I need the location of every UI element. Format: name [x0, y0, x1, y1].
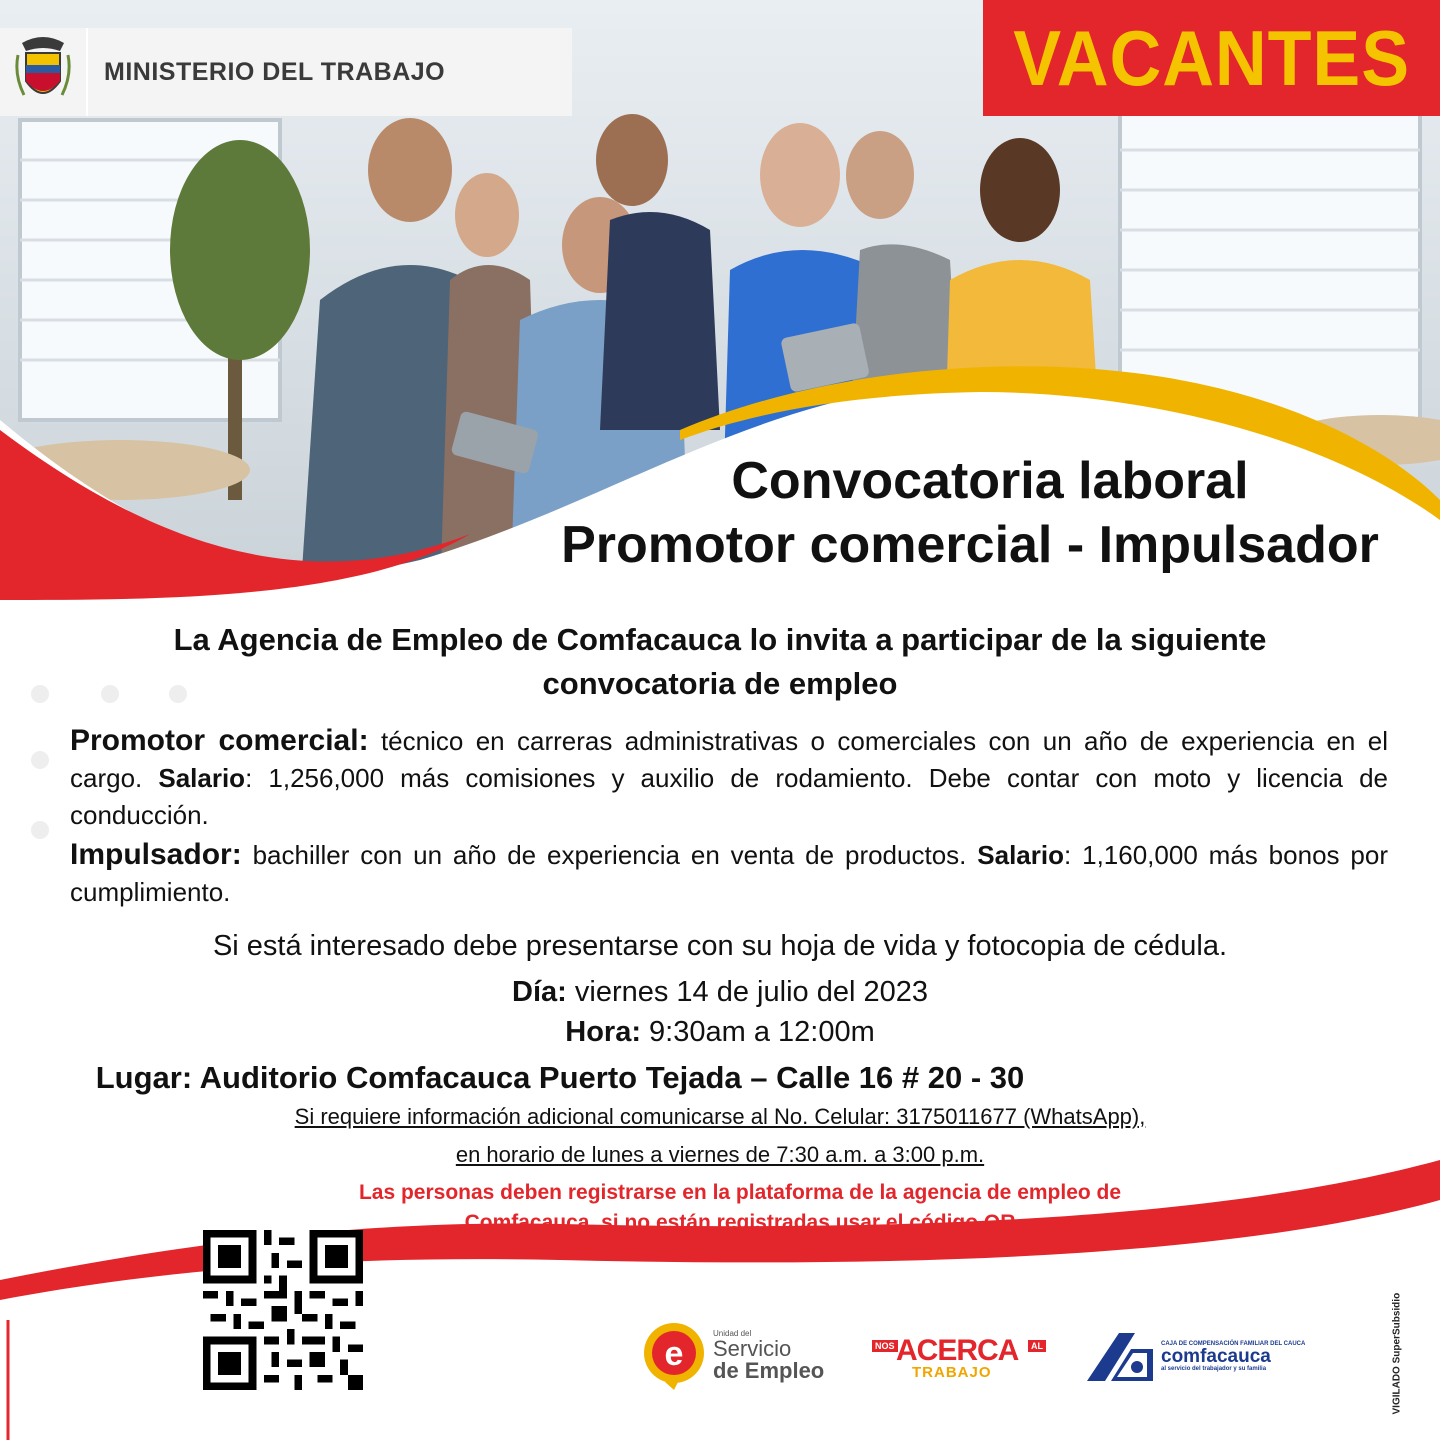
servicio-label: Servicio	[713, 1336, 792, 1361]
hour-label: Hora:	[565, 1016, 641, 1048]
servicio-small-label: Unidad del	[713, 1329, 752, 1338]
position-name: Promotor comercial:	[70, 724, 369, 757]
title-line-2: Promotor comercial - Impulsador	[561, 516, 1379, 574]
vigilado-label: VIGILADO SuperSubsidio	[1391, 1292, 1403, 1415]
info-line-1[interactable]: Si requiere información adicional comunicarse al No. Celular: 3175011677 (WhatsApp),	[294, 1104, 1146, 1129]
registration-line-1: Las personas deben registrarse en la plataforma de la agencia de empleo de	[358, 1181, 1122, 1204]
requirement-text: Si está interesado debe presentarse con su hoja de vida y fotocopia de cédula.	[212, 930, 1228, 962]
info-line-2: en horario de lunes a viernes de 7:30 a.m. a 3:00 p.m.	[455, 1142, 985, 1167]
comfacauca-name: comfacauca	[1161, 1345, 1271, 1367]
title-line-1: Convocatoria laboral	[731, 452, 1249, 510]
day-value: viernes 14 de julio del 2023	[566, 976, 928, 1008]
header-divider	[86, 28, 88, 116]
colombia-crest-icon	[14, 35, 72, 109]
ministry-name: MINISTERIO DEL TRABAJO	[104, 57, 446, 86]
event-day	[0, 976, 1440, 1009]
comfacauca-icon	[1085, 1329, 1155, 1383]
salary-label: Salario	[158, 763, 246, 793]
day-label: Día:	[512, 976, 567, 1008]
acerca-nos-label: NOS	[872, 1340, 898, 1352]
vacantes-label: VACANTES	[1013, 13, 1410, 102]
position-desc: técnico en carreras administrativas o comerciales con un año de experiencia en el cargo.	[70, 726, 1388, 793]
comfacauca-top-label: CAJA DE COMPENSACIÓN FAMILIAR DEL CAUCA	[1161, 1340, 1306, 1347]
comfacauca-logo	[1085, 1328, 1330, 1384]
vigilado-stamp	[1376, 1250, 1416, 1430]
registration-line-2: Comfacauca, si no están registradas usar el código QR	[464, 1211, 1016, 1234]
position-name: Impulsador:	[70, 838, 242, 871]
salary-label: Salario	[977, 840, 1064, 870]
position-salary: : 1,160,000 más bonos por cumplimiento.	[70, 840, 1388, 907]
ministry-header	[0, 28, 572, 116]
acerca-label: ACERCA	[896, 1334, 1019, 1367]
servicio-empleo-logo	[643, 1318, 853, 1394]
qr-code-icon[interactable]	[203, 1228, 363, 1392]
position-item	[70, 722, 1388, 834]
servicio-empleo-icon	[643, 1322, 705, 1390]
intro-text: La Agencia de Empleo de Comfacauca lo invita a participar de la siguiente convocatoria de empleo	[173, 622, 1267, 701]
position-item	[70, 836, 1388, 911]
svg-text:e: e	[664, 1335, 684, 1373]
position-salary: : 1,256,000 más comisiones y auxilio de rodamiento. Debe contar con moto y licencia de conducción.	[70, 763, 1388, 830]
acerca-al-label: AL	[1028, 1340, 1046, 1352]
acerca-trabajo-logo	[872, 1334, 1054, 1380]
vacantes-banner	[983, 0, 1440, 116]
positions-list	[70, 722, 1388, 913]
page-title	[520, 450, 1420, 578]
event-place: Lugar: Auditorio Comfacauca Puerto Tejada – Calle 16 # 20 - 30	[95, 1060, 1025, 1095]
position-desc: bachiller con un año de experiencia en venta de productos.	[241, 840, 978, 870]
event-hour	[0, 1016, 1440, 1049]
empleo-label: de Empleo	[713, 1358, 825, 1383]
comfacauca-tagline: al servicio del trabajador y su familia	[1161, 1365, 1267, 1372]
hour-value: 9:30am a 12:00m	[640, 1016, 875, 1048]
trabajo-label: TRABAJO	[912, 1364, 992, 1381]
